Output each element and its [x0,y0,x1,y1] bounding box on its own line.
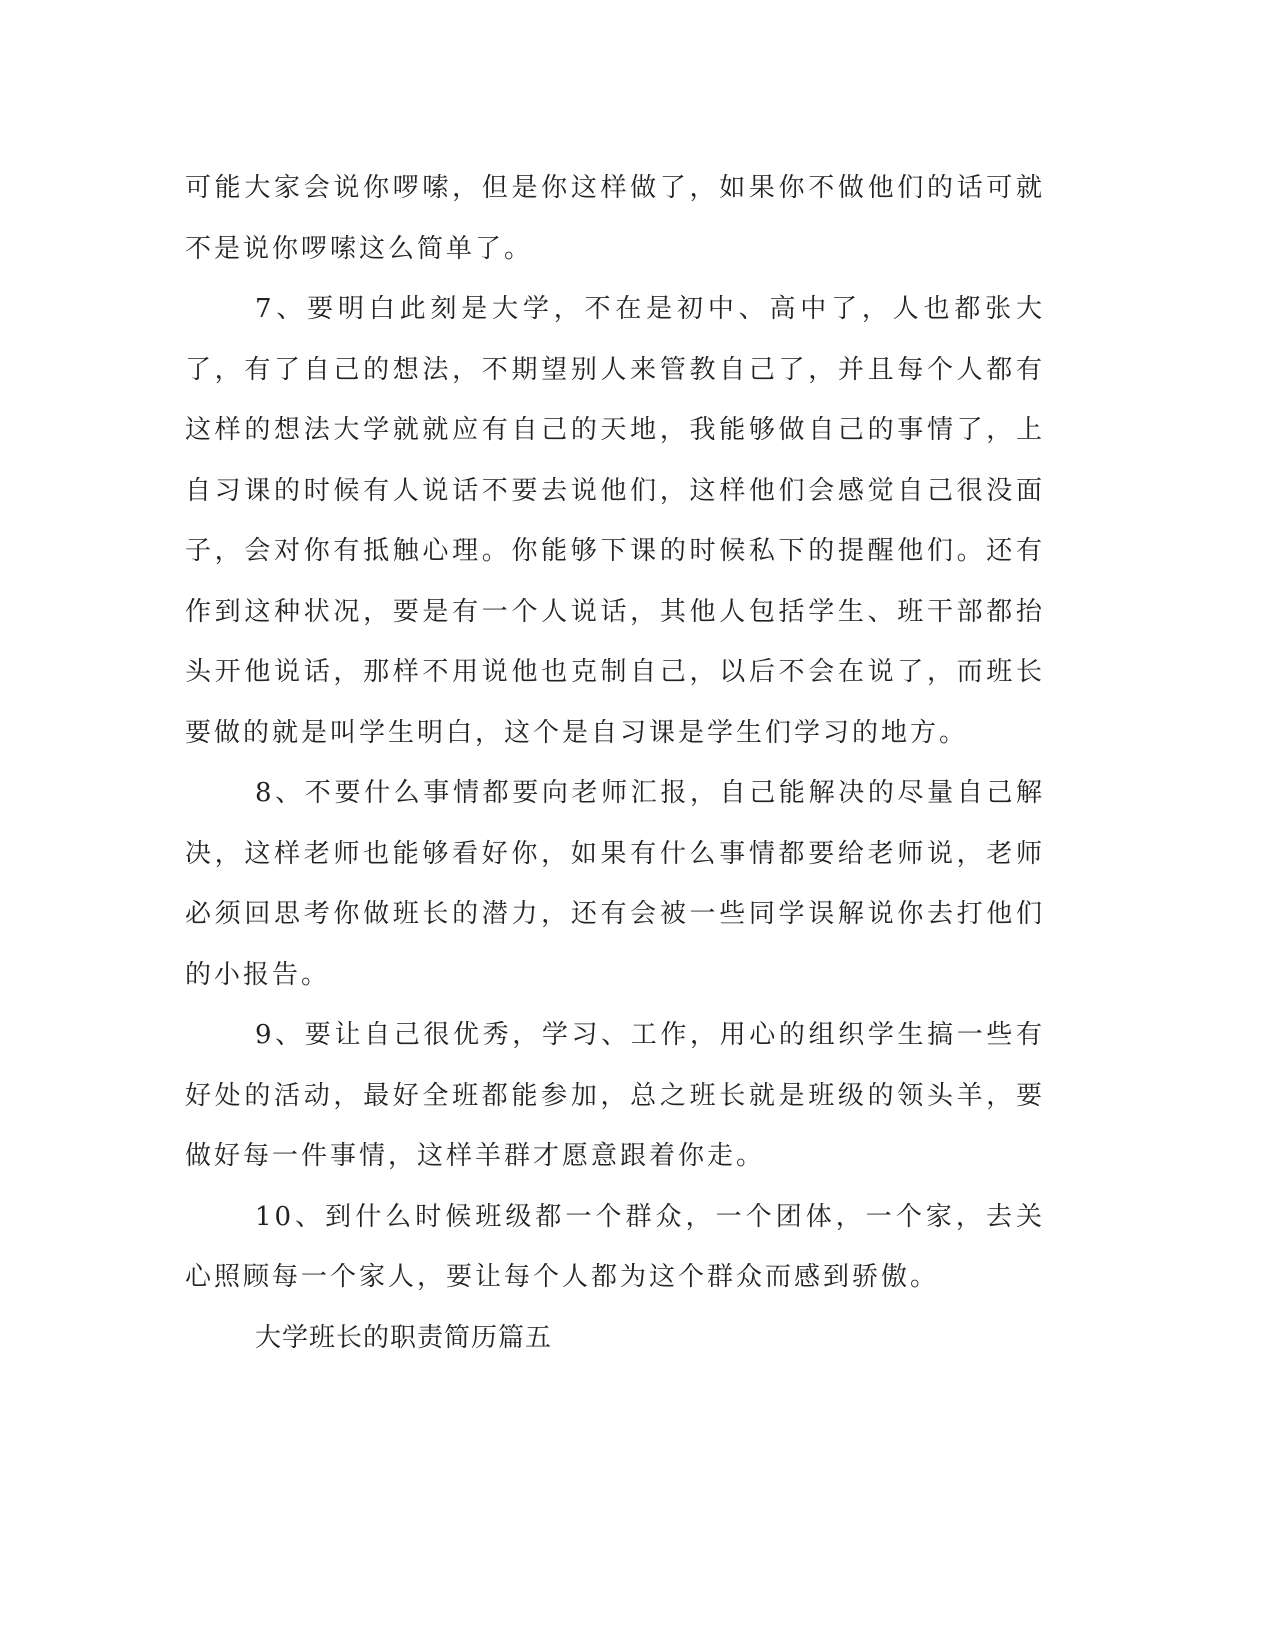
paragraph-item-10: 10、到什么时候班级都一个群众，一个团体，一个家，去关心照顾每一个家人，要让每个人都为这个群众而感到骄傲。 [185,1201,1045,1292]
paragraph-item-8: 8、不要什么事情都要向老师汇报，自己能解决的尽量自己解决，这样老师也能够看好你，如果有什么事情都要给老师说，老师必须回思考你做班长的潜力，还有会被一些同学误解说你去打他们的小报告。 [185,778,1045,990]
paragraph-continuation: 可能大家会说你啰嗦，但是你这样做了，如果你不做他们的话可就不是说你啰嗦这么简单了。 [185,173,1045,264]
paragraph-item-9: 9、要让自己很优秀，学习、工作，用心的组织学生搞一些有好处的活动，最好全班都能参加，总之班长就是班级的领头羊，要做好每一件事情，这样羊群才愿意跟着你走。 [185,1020,1045,1171]
document-body [185,158,1045,1368]
section-heading: 大学班长的职责简历篇五 [255,1322,553,1353]
paragraph-item-7: 7、要明白此刻是大学，不在是初中、高中了，人也都张大了，有了自己的想法，不期望别人来管教自己了，并且每个人都有这样的想法大学就就应有自己的天地，我能够做自己的事情了，上自习课的时候有人说话不要去说他们，这样他们会感觉自己很没面子，会对你有抵触心理。你能够下课的时候私下的提醒他们。还有作到这种状况，要是有一个人说话，其他人包括学生、班干部都抬头开他说话，那样不用说他也克制自己，以后不会在说了，而班长要做的就是叫学生明白，这个是自习课是学生们学习的地方。 [185,294,1045,748]
